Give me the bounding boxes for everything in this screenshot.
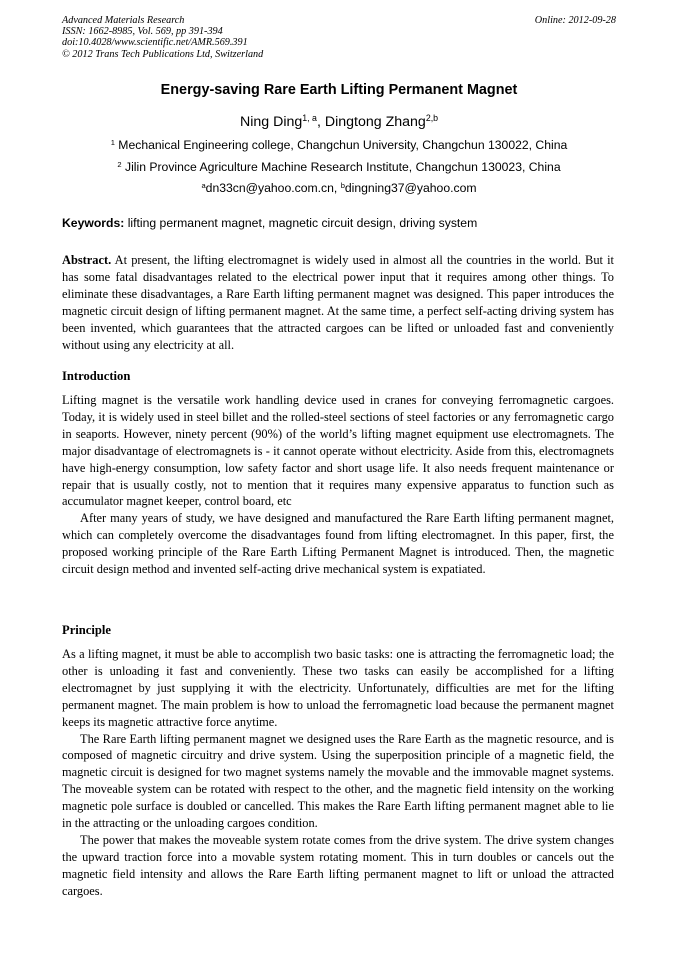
doi-line: doi:10.4028/www.scientific.net/AMR.569.391 [62, 37, 248, 49]
online-date: Online: 2012-09-28 [534, 15, 616, 26]
keywords [62, 216, 618, 230]
keywords-text: lifting permanent magnet, magnetic circuit design, driving system [124, 216, 478, 230]
introduction-paragraph-2: After many years of study, we have designed and manufactured the Rare Earth lifting permanent magnet, which can completely overcome the disadvantages found from lifting electromagnet. In this paper, first, the proposed working principle of the Rare Earth Lifting Permanent Magnet is introduced. Then, the magnetic circuit design method and invented self-acting drive mechanical system is expatiated. [62, 511, 614, 577]
issn-line: ISSN: 1662-8985, Vol. 569, pp 391-394 [62, 26, 223, 38]
affiliation-2-text: Jilin Province Agriculture Machine Research Institute, Changchun 130023, China [121, 160, 561, 174]
principle-paragraph-3: The power that makes the moveable system rotate comes from the drive system. The drive system changes the upward traction force into a movable system rotating moment. This in turn doubles or cancels out the magnetic field intensity and allows the Rare Earth lifting permanent magnet to lift or unload the attracted cargoes. [62, 832, 614, 898]
author-1-name: Ning Ding [239, 114, 303, 130]
principle-heading: Principle [62, 623, 111, 637]
author-separator: , [316, 114, 325, 130]
keywords-label: Keywords: [62, 216, 125, 230]
abstract [62, 252, 614, 353]
author-emails [0, 181, 678, 195]
introduction-paragraph-1: Lifting magnet is the versatile work handling device used in cranes for conveying ferromagnetic cargoes. Today, it is widely used in steel billet and the rolled-steel sections of steel factories or any ferromagnetic cargo in seaports. However, ninety percent (90%) of the world’s lifting magnet equipment use electromagnets. The major disadvantage of electromagnets is - it cannot operate without electricity. Aside from this, electromagnets have high-energy consumption, low safety factor and short usage life. It also needs frequent maintenance or repair that is usually costly, not to mention that it requires many expensive apparatus to function such as accumulator magnet keeper, control board, etc [62, 393, 614, 509]
email-a-mark: a [201, 180, 206, 190]
author-2-name: Dingtong Zhang [324, 114, 426, 130]
principle-paragraph-1: As a lifting magnet, it must be able to accomplish two basic tasks: one is attracting the ferromagnetic load; the other is unloading it fast and conveniently. These two tasks can easily be accomplished for a lifting electromagnet by just supplying it with the electricity. Unfortunately, difficulties are met for the lifting permanent magnet. The main problem is how to unload the ferromagnetic load because the permanent magnet keeps its magnetic attractive force anytime. [62, 647, 614, 729]
copyright-line: © 2012 Trans Tech Publications Ltd, Switzerland [62, 48, 264, 60]
journal-name: Advanced Materials Research [62, 15, 185, 26]
paper-title: Energy-saving Rare Earth Lifting Permanent Magnet [160, 82, 518, 98]
introduction-section [62, 392, 614, 578]
email-b-mark: b [340, 180, 345, 190]
abstract-label: Abstract. [62, 253, 112, 267]
introduction-heading: Introduction [62, 369, 131, 383]
affiliation-1 [0, 138, 678, 152]
author-2-affiliation-mark: 2,b [425, 113, 439, 124]
affiliation-1-text: Mechanical Engineering college, Changchun University, Changchun 130022, China [114, 138, 568, 152]
journal-header [62, 15, 616, 60]
affiliation-2 [0, 160, 678, 174]
author-1-affiliation-mark: 1, a [302, 113, 317, 124]
email-b: dingning37@yahoo.com [344, 181, 477, 195]
affiliation-1-mark: 1 [110, 137, 115, 147]
email-a: dn33cn@yahoo.com.cn, [205, 181, 341, 195]
affiliation-2-mark: 2 [117, 159, 122, 169]
principle-paragraph-2: The Rare Earth lifting permanent magnet we designed uses the Rare Earth as the magnetic resource, and is composed of magnetic circuitry and drive system. Using the superposition principle of a magnetic field, the magnetic circuit is designed for two magnet systems namely the movable and the immovable magnet systems. The moveable system can be rotated with respect to the other, and the magnetic field intensity on the working magnetic pole surface is doubled or cancelled. This makes the Rare Earth lifting permanent magnet able to lie in the attracting or the unloading cargoes condition. [62, 731, 614, 831]
principle-section [62, 646, 614, 900]
author-line [0, 114, 678, 130]
abstract-text: At present, the lifting electromagnet is widely used in almost all the countries in the world. But it has some fatal disadvantages related to the electrical power input that it requires among other things. To eliminate these disadvantages, a Rare Earth lifting permanent magnet was designed. This paper introduces the magnetic circuit design of lifting permanent magnet. At the same time, a perfect self-acting driving system has been invented, which guarantees that the attracted cargoes can be lifted or unloaded fast and conveniently without using any electricity at all. [62, 253, 614, 352]
